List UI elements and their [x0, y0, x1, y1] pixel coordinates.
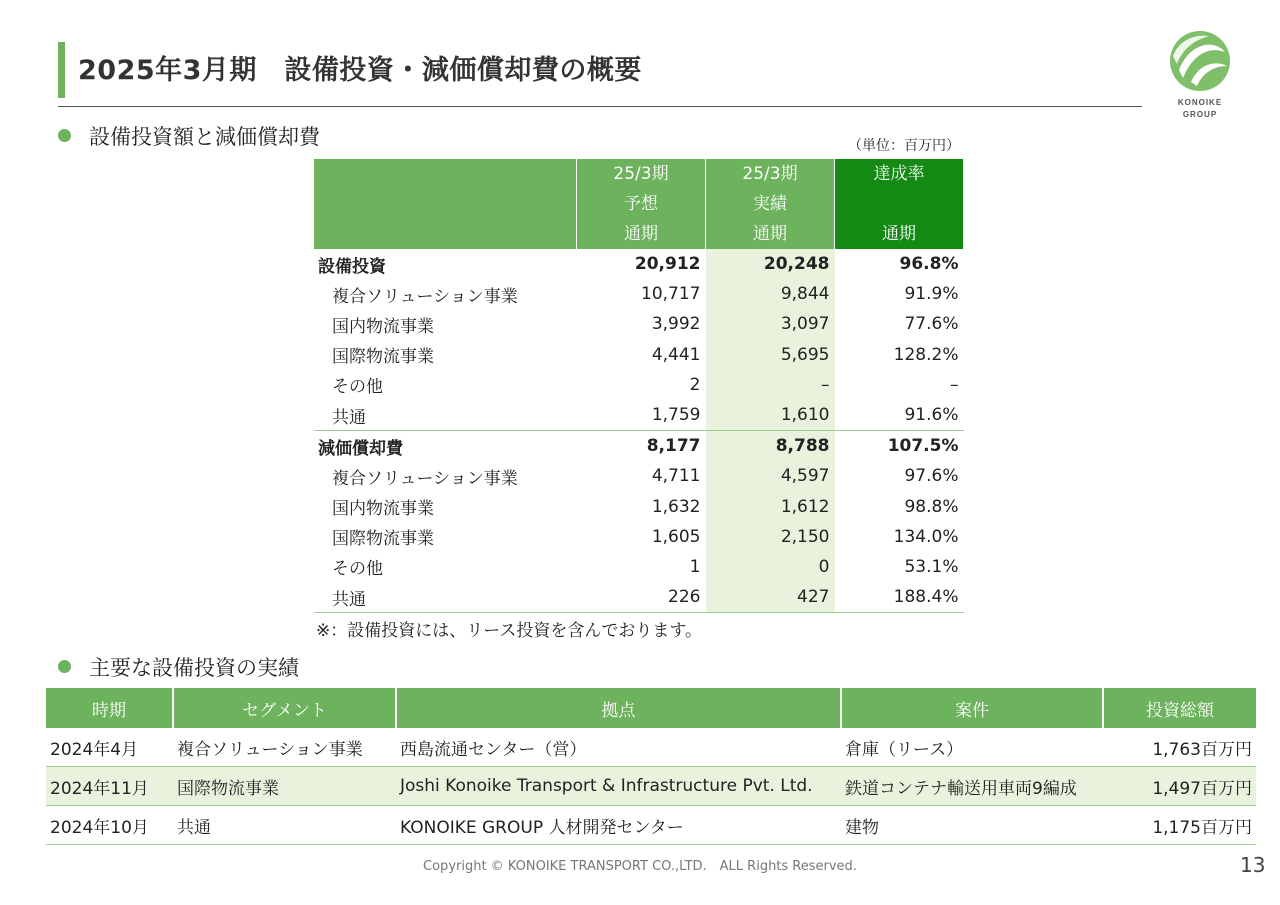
row-actual: 3,097 [706, 309, 835, 339]
header-rate-line1: 達成率 [873, 164, 925, 184]
table-row [314, 249, 964, 279]
cell-item: 建物 [841, 806, 1103, 845]
row-label: 複合ソリューション事業 [332, 286, 518, 307]
table-row [314, 552, 964, 582]
bullet-dot-icon [58, 129, 71, 142]
row-forecast: 4,441 [651, 344, 701, 365]
row-actual: 5,695 [706, 340, 835, 370]
table-row [314, 400, 964, 431]
row-label: 国際物流事業 [332, 529, 434, 550]
header-actual-line3: 通期 [753, 224, 787, 244]
table-row [314, 279, 964, 309]
header-item: 案件 [841, 688, 1103, 728]
row-label: 国内物流事業 [332, 499, 434, 520]
row-actual: – [706, 370, 835, 400]
table-row [314, 370, 964, 400]
row-rate: 96.8% [899, 254, 959, 275]
header-actual-line1: 25/3期 [742, 164, 798, 184]
row-forecast: 1,605 [651, 526, 701, 547]
row-forecast: 1,632 [651, 496, 701, 517]
header-segment: セグメント [173, 688, 396, 728]
row-rate: 97.6% [904, 466, 959, 487]
row-forecast: 2 [689, 374, 701, 395]
table-row [314, 461, 964, 491]
cell-site: Joshi Konoike Transport & Infrastructure Pvt. Ltd. [396, 767, 841, 806]
header-forecast-line3: 通期 [624, 224, 658, 244]
cell-amount: 1,497百万円 [1103, 767, 1256, 806]
header-rate-line2: 通期 [882, 224, 916, 244]
cell-item: 鉄道コンテナ輸送用車両9編成 [841, 767, 1103, 806]
header-blank [314, 159, 577, 249]
cell-segment: 複合ソリューション事業 [173, 728, 396, 767]
table-row [314, 492, 964, 522]
row-actual: 2,150 [706, 522, 835, 552]
logo-text-line2: GROUP [1182, 110, 1218, 119]
row-rate: 53.1% [904, 556, 959, 577]
row-forecast: 1 [689, 556, 701, 577]
cell-segment: 国際物流事業 [173, 767, 396, 806]
row-label: 複合ソリューション事業 [332, 468, 518, 489]
konoike-logo [1164, 30, 1236, 120]
header-forecast-line2: 予想 [624, 194, 658, 214]
table-row [314, 582, 964, 613]
copyright-text: Copyright © KONOIKE TRANSPORT CO.,LTD. ALL Rights Reserved. [423, 859, 857, 874]
table-row [314, 340, 964, 370]
row-actual: 9,844 [706, 279, 835, 309]
cell-period: 2024年11月 [46, 767, 173, 806]
row-forecast: 1,759 [651, 405, 701, 426]
row-label: 共通 [332, 407, 366, 428]
row-actual: 427 [706, 582, 835, 613]
header-forecast [577, 159, 706, 249]
header-actual-line2: 実績 [753, 194, 787, 214]
row-label: 減価償却費 [314, 431, 577, 462]
table-row [46, 767, 1256, 806]
row-rate: 98.8% [904, 496, 959, 517]
row-actual: 8,788 [706, 431, 835, 462]
row-rate: 134.0% [893, 526, 959, 547]
cell-site: 西島流通センター（営） [396, 728, 841, 767]
row-forecast: 20,912 [634, 254, 701, 275]
konoike-logo-mark-icon [1169, 30, 1231, 92]
title-divider [58, 106, 1142, 107]
cell-amount: 1,763百万円 [1103, 728, 1256, 767]
cell-period: 2024年10月 [46, 806, 173, 845]
row-rate: 77.6% [904, 314, 959, 335]
unit-label: （単位：百万円） [848, 138, 960, 154]
row-forecast: 8,177 [577, 431, 706, 462]
row-label: 国際物流事業 [332, 347, 434, 368]
row-label: 設備投資 [318, 256, 386, 277]
cell-site: KONOIKE GROUP 人材開発センター [396, 806, 841, 845]
row-forecast: 10,717 [641, 284, 701, 305]
row-label: その他 [332, 559, 383, 580]
row-actual: 4,597 [706, 461, 835, 491]
row-actual: 1,612 [706, 492, 835, 522]
row-label: その他 [332, 377, 383, 398]
row-actual: 20,248 [706, 249, 835, 279]
row-rate: 107.5% [835, 431, 964, 462]
page-number: 13 [1240, 853, 1266, 877]
lease-note: ※：設備投資には、リース投資を含んでおります。 [316, 621, 703, 641]
row-actual: 1,610 [706, 400, 835, 431]
row-rate: 91.9% [904, 284, 959, 305]
row-forecast: 4,711 [651, 466, 701, 487]
row-actual: 0 [706, 552, 835, 582]
header-forecast-line1: 25/3期 [613, 164, 669, 184]
row-forecast: 3,992 [651, 314, 701, 335]
row-rate: 128.2% [893, 344, 959, 365]
logo-text-line1: KONOIKE [1177, 98, 1223, 107]
table-row [314, 431, 964, 462]
row-rate: 91.6% [904, 405, 959, 426]
cell-period: 2024年4月 [46, 728, 173, 767]
table-row [46, 728, 1256, 767]
header-site: 拠点 [396, 688, 841, 728]
cell-segment: 共通 [173, 806, 396, 845]
section1-heading [58, 121, 320, 151]
header-achievement-rate [835, 159, 964, 249]
bullet-dot-icon [58, 660, 71, 673]
row-rate: – [950, 374, 959, 395]
header-period: 時期 [46, 688, 173, 728]
section1-heading-text: 設備投資額と減価償却費 [89, 125, 320, 149]
section2-heading-text: 主要な設備投資の実績 [89, 656, 299, 680]
row-label: 共通 [314, 582, 577, 613]
header-actual [706, 159, 835, 249]
table-row [314, 309, 964, 339]
table-row [314, 522, 964, 552]
page-title: 2025年3月期 設備投資・減価償却費の概要 [78, 55, 642, 86]
cell-item: 倉庫（リース） [841, 728, 1103, 767]
capex-depreciation-table [314, 159, 964, 613]
section2-heading [58, 652, 299, 682]
row-label: 国内物流事業 [332, 316, 434, 337]
row-forecast: 226 [577, 582, 706, 613]
major-investments-table [46, 688, 1256, 845]
table-row [46, 806, 1256, 845]
header-amount: 投資総額 [1103, 688, 1256, 728]
row-rate: 188.4% [835, 582, 964, 613]
cell-amount: 1,175百万円 [1103, 806, 1256, 845]
title-accent-bar [58, 42, 65, 98]
